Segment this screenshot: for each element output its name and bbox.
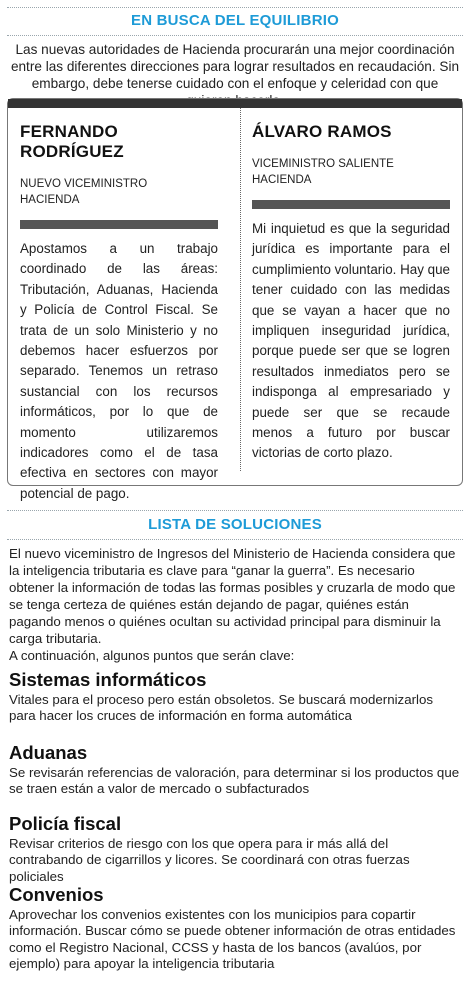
box-top-bar bbox=[8, 99, 462, 108]
intro-paragraph: Las nuevas autoridades de Hacienda procurarán una mejor coordinación entre las diferentes direcciones para lograr resultados en recaudación. Sin embargo, debe tenerse cuidado con el enfoque y celeridad con que bbox=[10, 42, 460, 91]
top-dotted-rule bbox=[7, 7, 463, 8]
role-institution: HACIENDA bbox=[20, 194, 80, 206]
comparison-box bbox=[7, 98, 463, 501]
solution-heading: Sistemas informáticos bbox=[9, 669, 207, 690]
solution-item-policia bbox=[9, 813, 461, 885]
profile-bar bbox=[20, 220, 218, 229]
column-divider bbox=[240, 108, 241, 471]
profile-column-new bbox=[20, 108, 218, 504]
profile-quote: Apostamos a un trabajo coordinado de las áreas: Tributación, Aduanas, Hacienda y Policía de Control Fiscal. Se trata de un solo Ministerio y no debemos hacer esfuerzos por separado. Tenemos un retraso sustancial con los recursos informáticos, por lo que de momento utilizaremos indicadores como el de tasa efectiva en sectores con mayor potencial de pago. bbox=[20, 241, 218, 501]
profile-name: ÁLVARO RAMOS bbox=[252, 122, 392, 141]
solutions-intro-text: El nuevo viceministro de Ingresos del Ministerio de Hacienda considera que la inteligencia tributaria es clave para “ganar la guerra”. Es necesario obtener la información de todas las formas posibles y cruzarla de modo que se tenga certeza de quiénes están dejando de pagar, quiénes están pagando menos o quiénes ocultan su actividad principal para disminuir la carga tributaria. bbox=[9, 546, 456, 646]
section-title-soluciones: LISTA DE SOLUCIONES bbox=[148, 516, 322, 533]
profile-name: FERNANDO RODRÍGUEZ bbox=[20, 122, 124, 161]
solutions-top-dotted-rule bbox=[7, 510, 463, 511]
solution-text: Aprovechar los convenios existentes con los municipios para copartir información. Buscar cómo se puede obtener información de otras entidades como el Registro Nacional, CCSS y hasta de los bancos (avalúos, por ejemplo) para apoyar la inteligencia tributaria bbox=[9, 907, 456, 972]
solution-heading: Aduanas bbox=[9, 742, 88, 763]
profile-role bbox=[252, 156, 450, 188]
solution-item-convenios bbox=[9, 884, 461, 973]
profile-role bbox=[20, 176, 218, 208]
profile-column-outgoing bbox=[252, 108, 450, 464]
solution-item-aduanas bbox=[9, 742, 461, 798]
section-title-equilibrio: EN BUSCA DEL EQUILIBRIO bbox=[131, 12, 339, 29]
role-title: VICEMINISTRO SALIENTE bbox=[252, 158, 394, 170]
solutions-intro-lead: A continuación, algunos puntos que serán clave: bbox=[9, 648, 295, 663]
profile-quote: Mi inquietud es que la seguridad jurídica es importante para el cumplimiento voluntario. Hay que tener cuidado con las medidas que se vayan a hacer que no impliquen inseguridad jurídica, porque puede ser que se logren resultados inmediatos pero se indisponga al empresariado y puede ser que se recaude menos a futuro por buscar victorias de corto plazo. bbox=[252, 221, 450, 461]
role-institution: HACIENDA bbox=[252, 174, 312, 186]
role-title: NUEVO VICEMINISTRO bbox=[20, 178, 148, 190]
solutions-title-dotted-rule bbox=[7, 539, 463, 540]
solution-item-sistemas bbox=[9, 669, 461, 725]
solution-text: Vitales para el proceso pero están obsoletos. Se buscará modernizarlos para hacer los cruces de información en forma automática bbox=[9, 692, 434, 724]
solution-text: Revisar criterios de riesgo con los que opera para ir más allá del contrabando de cigarrillos y licores. Se coordinará con otras fuerzas policiales bbox=[9, 836, 410, 884]
title-dotted-rule bbox=[7, 35, 463, 36]
solution-heading: Convenios bbox=[9, 884, 104, 905]
profile-bar bbox=[252, 200, 450, 209]
solution-heading: Policía fiscal bbox=[9, 813, 122, 834]
solutions-intro bbox=[9, 545, 461, 664]
solution-text: Se revisarán referencias de valoración, para determinar si los productos que se traen están a valor de mercado o subfacturados bbox=[9, 765, 460, 797]
